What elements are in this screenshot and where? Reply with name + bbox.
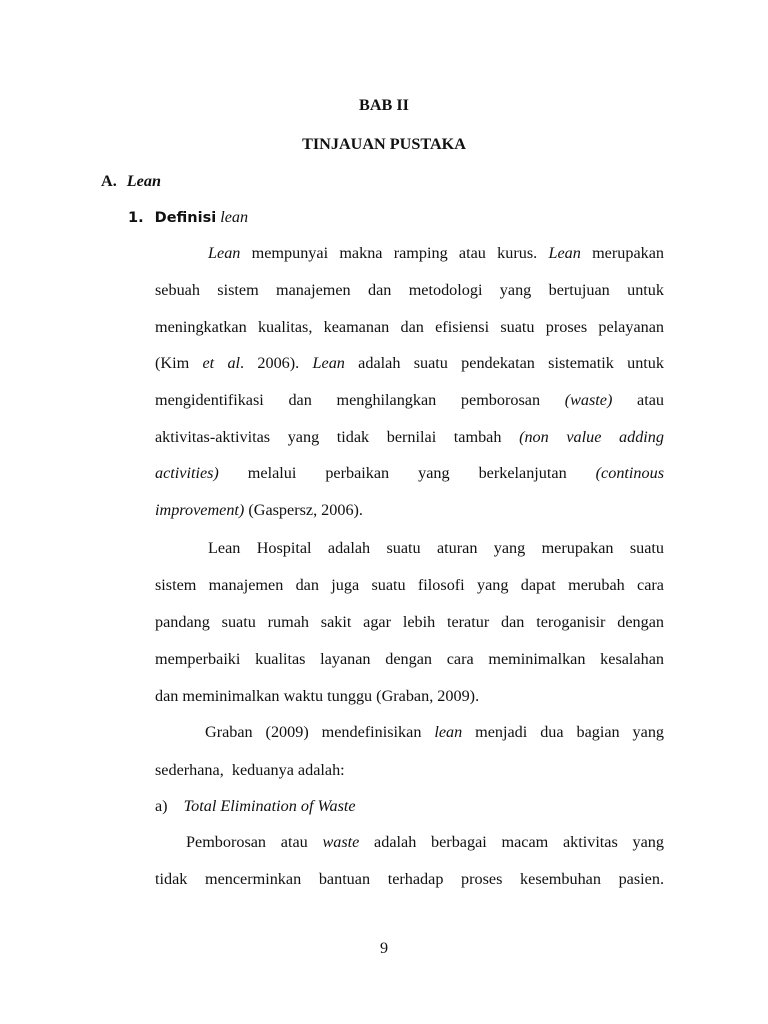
section-marker: A.	[101, 172, 117, 190]
para4-line1: Pemborosan atau waste adalah berbagai macam aktivitas yang	[186, 833, 664, 851]
chapter-number: BAB II	[359, 96, 409, 114]
para3-line2: sederhana, keduanya adalah:	[155, 761, 345, 779]
para4-line2: tidak mencerminkan bantuan terhadap proses kesembuhan pasien.	[155, 870, 664, 888]
para1-line6: aktivitas-aktivitas yang tidak bernilai tambah (non value adding	[155, 428, 664, 446]
list-item-a	[155, 796, 356, 816]
para1-line7: activities) melalui perbaikan yang berkelanjutan (continous	[155, 464, 664, 482]
para2-line4: memperbaiki kualitas layanan dengan cara meminimalkan kesalahan	[155, 650, 664, 668]
para1-line1: Lean mempunyai makna ramping atau kurus. Lean merupakan	[208, 244, 665, 262]
subsection-title-italic: lean	[220, 208, 249, 226]
chapter-title: TINJAUAN PUSTAKA	[302, 135, 466, 153]
page-number: 9	[379, 939, 389, 957]
list-item-marker: a)	[155, 797, 168, 815]
para2-line1: Lean Hospital adalah suatu aturan yang merupakan suatu	[208, 539, 664, 557]
para3-line1: Graban (2009) mendefinisikan lean menjadi dua bagian yang	[205, 723, 665, 741]
section-heading	[101, 171, 161, 191]
para2-line2: sistem manajemen dan juga suatu filosofi yang dapat merubah cara	[155, 576, 664, 594]
para1-line2: sebuah sistem manajemen dan metodologi yang bertujuan untuk	[155, 281, 664, 299]
list-item-title: Total Elimination of Waste	[183, 797, 356, 815]
para1-line3: meningkatkan kualitas, keamanan dan efisiensi suatu proses pelayanan	[155, 318, 664, 336]
subsection-title-prefix: Definisi	[154, 210, 217, 226]
subsection-marker: 1.	[128, 210, 144, 226]
para1-line4: (Kim et al. 2006). Lean adalah suatu pendekatan sistematik untuk	[155, 354, 664, 372]
subsection-heading	[128, 207, 248, 228]
para1-line8: improvement) (Gaspersz, 2006).	[155, 501, 363, 519]
para2-line5: dan meminimalkan waktu tunggu (Graban, 2009).	[155, 687, 480, 705]
para1-line5: mengidentifikasi dan menghilangkan pemborosan (waste) atau	[155, 391, 664, 409]
section-title: Lean	[126, 172, 161, 190]
para2-line3: pandang suatu rumah sakit agar lebih teratur dan teroganisir dengan	[155, 613, 664, 631]
